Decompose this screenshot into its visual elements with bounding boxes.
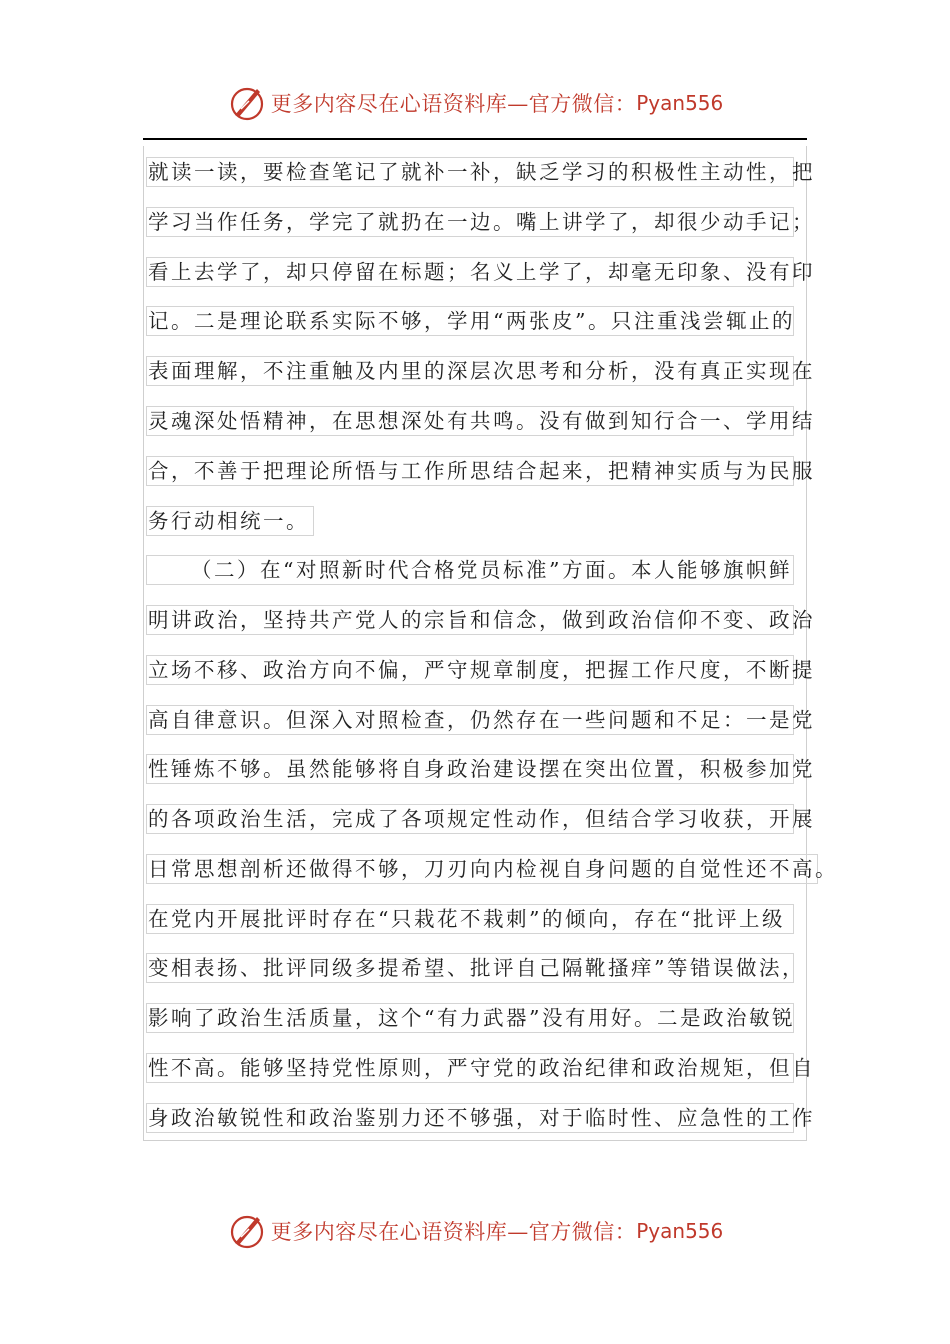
text-line: 身政治敏锐性和政治鉴别力还不够强，对于临时性、应急性的工作 <box>146 1103 794 1133</box>
text-line: 在党内开展批评时存在“只栽花不栽刺”的倾向，存在“批评上级 <box>146 904 794 934</box>
text-line: 就读一读，要检查笔记了就补一补，缺乏学习的积极性主动性，把 <box>146 157 794 187</box>
text-line: 高自律意识。但深入对照检查，仍然存在一些问题和不足：一是党 <box>146 705 794 735</box>
header-banner <box>0 80 950 126</box>
paragraph-start-line: （二）在“对照新时代合格党员标准”方面。本人能够旗帜鲜 <box>146 555 794 585</box>
footer-wechat-id: Pyan556 <box>636 1219 724 1243</box>
text-line: 性不高。能够坚持党性原则，严守党的政治纪律和政治规矩，但自 <box>146 1053 794 1083</box>
text-line: 表面理解，不注重触及内里的深层次思考和分析，没有真正实现在 <box>146 356 794 386</box>
header-rule <box>143 138 807 140</box>
quill-logo-icon <box>227 83 267 123</box>
text-line: 灵魂深处悟精神，在思想深处有共鸣。没有做到知行合一、学用结 <box>146 406 794 436</box>
header-wechat-id: Pyan556 <box>636 91 724 115</box>
text-line: 记。二是理论联系实际不够，学用“两张皮”。只注重浅尝辄止的 <box>146 306 794 336</box>
text-line: 性锤炼不够。虽然能够将自身政治建设摆在突出位置，积极参加党 <box>146 754 794 784</box>
text-line: 日常思想剖析还做得不够，刀刃向内检视自身问题的自觉性还不高。 <box>146 854 818 884</box>
text-line: 变相表扬、批评同级多提希望、批评自己隔靴搔痒”等错误做法， <box>146 953 794 983</box>
footer-banner <box>0 1208 950 1254</box>
text-line: 影响了政治生活质量，这个“有力武器”没有用好。二是政治敏锐 <box>146 1003 794 1033</box>
text-line: 务行动相统一。 <box>146 506 314 536</box>
page-frame <box>143 146 807 1141</box>
text-line: 看上去学了，却只停留在标题；名义上学了，却毫无印象、没有印 <box>146 257 794 287</box>
text-line: 合，不善于把理论所悟与工作所思结合起来，把精神实质与为民服 <box>146 456 794 486</box>
text-line: 学习当作任务，学完了就扔在一边。嘴上讲学了，却很少动手记； <box>146 207 794 237</box>
quill-logo-icon <box>227 1211 267 1251</box>
text-line: 的各项政治生活，完成了各项规定性动作，但结合学习收获，开展 <box>146 804 794 834</box>
footer-banner-text: 更多内容尽在心语资料库—官方微信： <box>270 1220 637 1244</box>
text-line: 明讲政治，坚持共产党人的宗旨和信念，做到政治信仰不变、政治 <box>146 605 794 635</box>
text-line: 立场不移、政治方向不偏，严守规章制度，把握工作尺度，不断提 <box>146 655 794 685</box>
header-banner-text: 更多内容尽在心语资料库—官方微信： <box>270 92 637 116</box>
